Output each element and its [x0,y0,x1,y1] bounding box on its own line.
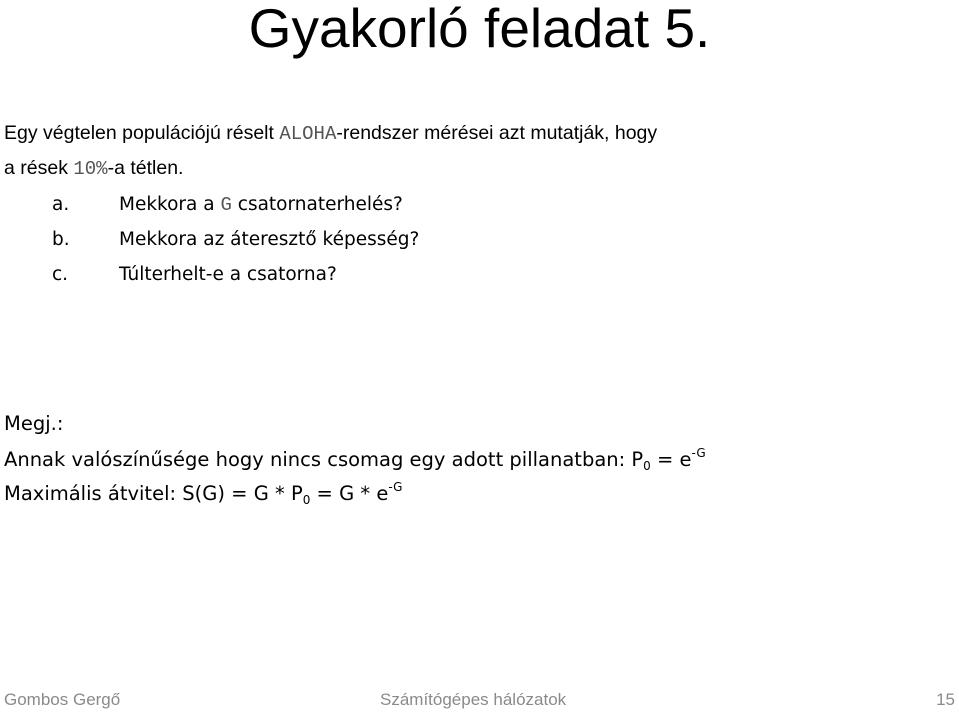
problem-line-2-text-start: a rések [4,157,74,179]
question-a-text [119,194,403,216]
question-c-marker: c. [52,264,69,285]
note-line-2-superscript: -G [388,480,403,494]
note-line-2-text: Maximális átvitel: S(G) = G * P [4,482,303,505]
problem-line-2-text-end: -a tétlen. [107,157,184,179]
note-line-2-equals: = G * e [310,482,389,505]
note-line-1-subscript: 0 [643,459,651,473]
question-a-text-end: csatornaterhelés? [231,194,403,215]
problem-line-1-text-start: Egy végtelen populációjú réselt [4,122,280,144]
question-a-text-start: Mekkora a [119,194,221,215]
aloha-code: ALOHA [279,123,337,145]
question-b-marker: b. [52,229,70,250]
idle-percent-code: 10% [73,158,108,180]
footer-author: Gombos Gergő [4,690,121,709]
problem-line-2 [4,157,183,180]
footer-course: Számítógépes hálózatok [380,690,567,709]
note-line-1-superscript: -G [691,446,706,460]
note-line-1-text: Annak valószínűsége hogy nincs csomag egy adott pillanatban: P [4,448,644,471]
problem-line-1-text-end: -rendszer mérései azt mutatják, hogy [336,122,658,144]
question-a-marker: a. [52,194,70,215]
g-code: G [220,194,232,216]
note-line-1 [4,446,706,473]
question-c-text: Túlterhelt-e a csatorna? [119,264,337,285]
footer-page-number: 15 [936,690,955,709]
note-line-2-subscript: 0 [302,493,311,507]
note-label: Megj.: [4,412,64,435]
note-line-2 [4,480,402,507]
problem-line-1 [4,122,657,145]
note-line-1-equals: = e [650,448,692,471]
question-b-text: Mekkora az áteresztő képesség? [119,229,420,250]
slide-title: Gyakorló feladat 5. [248,0,711,59]
